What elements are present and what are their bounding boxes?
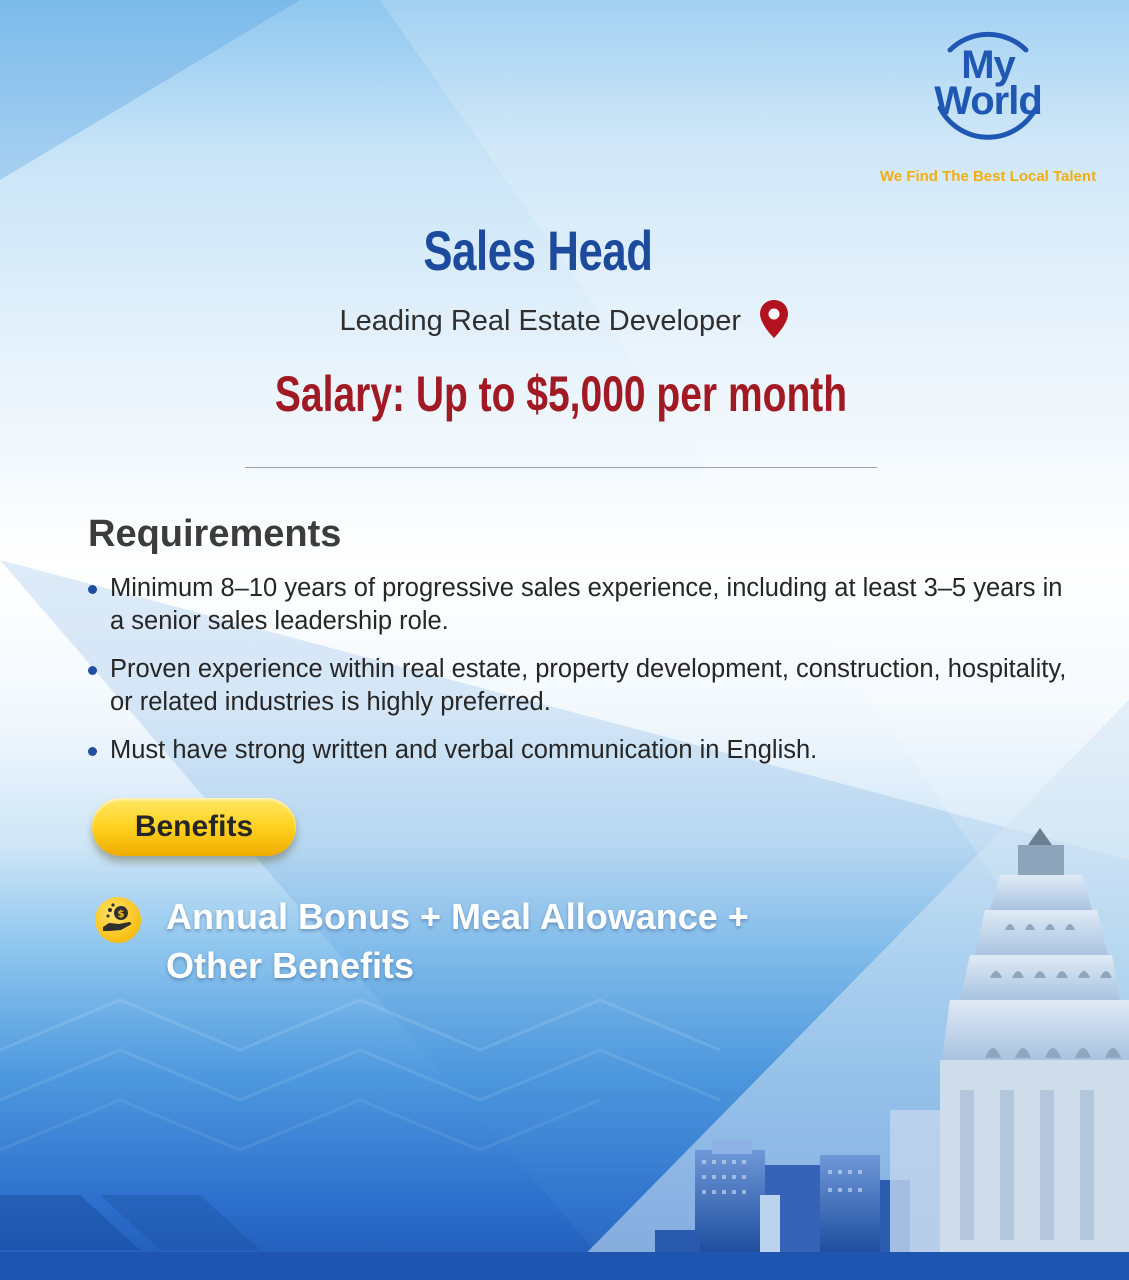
svg-text:$: $	[117, 909, 125, 920]
list-item	[88, 572, 1078, 638]
brand-tagline: We Find The Best Local Talent	[879, 168, 1097, 185]
list-item	[88, 734, 1078, 767]
job-title: Sales Head	[423, 219, 653, 282]
money-hand-icon	[95, 897, 141, 943]
benefits-line-2: Other Benefits	[166, 945, 415, 986]
logo-text-line2: World	[934, 79, 1042, 123]
benefits-line-1: Annual Bonus + Meal Allowance +	[166, 896, 749, 937]
bullet-icon	[88, 666, 97, 675]
bullet-icon	[88, 747, 97, 756]
requirement-text: Minimum 8–10 years of progressive sales experience, including at least 3–5 years in a senior sales leadership role.	[110, 574, 1063, 635]
list-item	[88, 653, 1078, 719]
company-row	[0, 303, 1129, 339]
company-name: Leading Real Estate Developer	[339, 304, 741, 337]
myworld-logo	[926, 24, 1050, 148]
salary-text: Salary: Up to $5,000 per month	[274, 366, 848, 422]
requirements-heading: Requirements	[88, 513, 342, 555]
logo-text-line1: My	[961, 43, 1015, 87]
bullet-icon	[88, 585, 97, 594]
map-pin-icon	[759, 299, 789, 339]
benefits-badge: Benefits	[92, 798, 296, 856]
benefits-text	[166, 892, 806, 990]
divider	[245, 467, 877, 468]
requirement-text: Proven experience within real estate, property development, construction, hospitality, or related industries is highly preferred.	[110, 655, 1067, 716]
requirement-text: Must have strong written and verbal communication in English.	[110, 736, 818, 764]
requirements-list	[88, 572, 1078, 782]
